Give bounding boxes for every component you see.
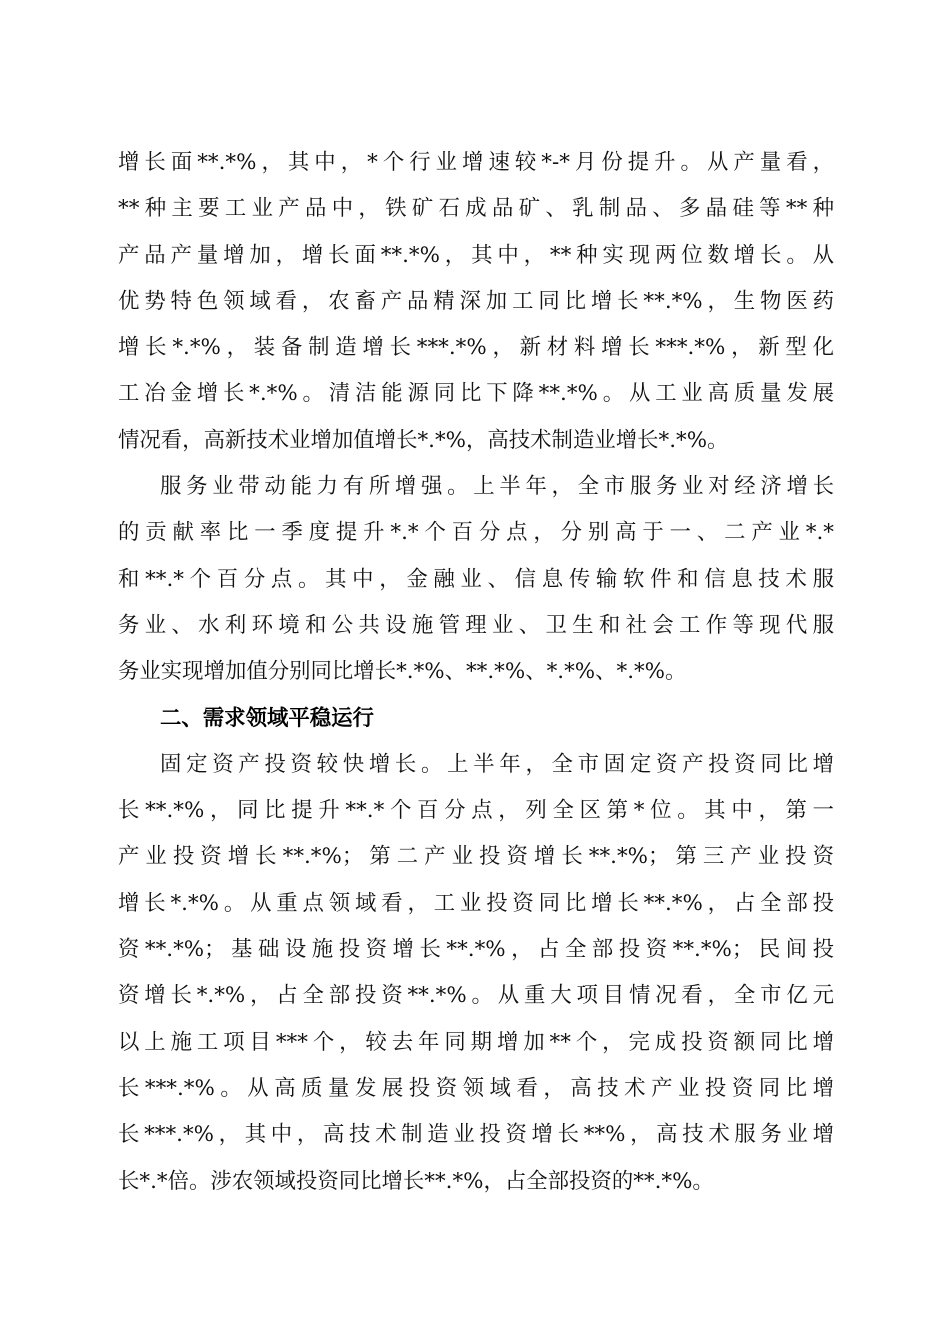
text-line: 产业投资增长**.*%；第二产业投资增长**.*%；第三产业投资 xyxy=(118,844,834,870)
text-line: 务业、水利环境和公共设施管理业、卫生和社会工作等现代服 xyxy=(118,612,834,638)
text-line: 固定资产投资较快增长。上半年，全市固定资产投资同比增 xyxy=(160,751,834,777)
text-line: 资增长*.*%，占全部投资**.*%。从重大项目情况看，全市亿元 xyxy=(118,983,834,1009)
text-line: 以上施工项目***个，较去年同期增加**个，完成投资额同比增 xyxy=(118,1029,834,1055)
paragraph-service-industry xyxy=(118,464,834,695)
document-body xyxy=(118,140,834,1205)
text-line: 增长*.*%，装备制造增长***.*%，新材料增长***.*%，新型化 xyxy=(118,335,834,361)
text-line: 资**.*%；基础设施投资增长**.*%，占全部投资**.*%；民间投 xyxy=(118,937,834,963)
text-line: **种主要工业产品中，铁矿石成品矿、乳制品、多晶硅等**种 xyxy=(118,196,834,222)
text-line: 服务业带动能力有所增强。上半年，全市服务业对经济增长 xyxy=(160,474,834,500)
paragraph-industry-growth xyxy=(118,140,834,464)
text-line: 长**.*%，同比提升**.*个百分点，列全区第*位。其中，第一 xyxy=(118,798,834,824)
text-line: 务业实现增加值分别同比增长*.*%、**.*%、*.*%、*.*%。 xyxy=(118,659,687,685)
text-line: 优势特色领域看，农畜产品精深加工同比增长**.*%，生物医药 xyxy=(118,288,834,314)
text-line: 长***.*%。从高质量发展投资领域看，高技术产业投资同比增 xyxy=(118,1075,834,1101)
text-line: 长*.*倍。涉农领域投资同比增长**.*%，占全部投资的**.*%。 xyxy=(118,1168,714,1194)
text-line: 的贡献率比一季度提升*.*个百分点，分别高于一、二产业*.* xyxy=(118,520,834,546)
paragraph-fixed-investment xyxy=(118,742,834,1205)
text-line: 情况看，高新技术业增加值增长*.*%，高技术制造业增长*.*%。 xyxy=(118,427,729,453)
text-line: 工冶金增长*.*%。清洁能源同比下降**.*%。从工业高质量发展 xyxy=(118,381,834,407)
text-line: 产品产量增加，增长面**.*%，其中，**种实现两位数增长。从 xyxy=(118,242,834,268)
text-line: 增长*.*%。从重点领域看，工业投资同比增长**.*%，占全部投 xyxy=(118,890,834,916)
text-line: 和**.*个百分点。其中，金融业、信息传输软件和信息技术服 xyxy=(118,566,834,592)
text-line: 长***.*%，其中，高技术制造业投资增长**%，高技术服务业增 xyxy=(118,1122,834,1148)
section-heading: 二、需求领域平稳运行 xyxy=(160,705,374,731)
text-line: 增长面**.*%，其中，*个行业增速较*-*月份提升。从产量看， xyxy=(118,150,834,175)
